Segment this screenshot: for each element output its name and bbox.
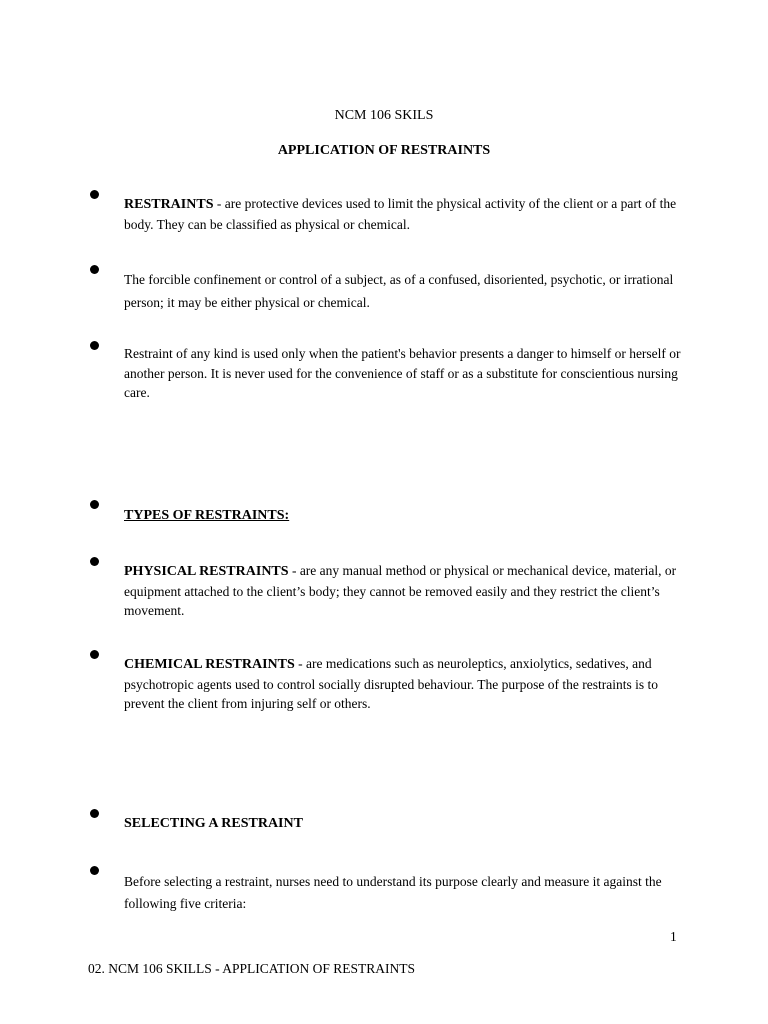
list-item-text: CHEMICAL RESTRAINTS - are medications such as neuroleptics, anxiolytics, sedatives, and psychotropic agents used to control socially disrupted behaviour. The purpose of the restraints is to prevent the client from injuring self or others. [124, 656, 659, 711]
document-title: APPLICATION OF RESTRAINTS [277, 143, 491, 158]
term-label: CHEMICAL RESTRAINTS [124, 657, 295, 672]
bullet-icon [90, 809, 99, 818]
list-item-text: Restraint of any kind is used only when the patient's behavior presents a danger to himself or herself or another person. It is never used for the convenience of staff or as a substitute for conscientious nursing care. [124, 346, 681, 400]
bullet-icon [90, 500, 99, 509]
course-code: NCM 106 SKILS [334, 108, 434, 123]
section-heading: SELECTING A RESTRAINT [124, 816, 303, 831]
bullet-icon [90, 190, 99, 199]
page-footer: 02. NCM 106 SKILLS - APPLICATION OF RESTRAINTS [88, 961, 416, 976]
list-item-text: PHYSICAL RESTRAINTS - are any manual method or physical or mechanical device, material, or equipment attached to the client’s body; they cannot be removed easily and they restrict the client’s movement. [124, 563, 677, 618]
list-item-text: RESTRAINTS - are protective devices used to limit the physical activity of the client or a part of the body. They can be classified as physical or chemical. [124, 196, 677, 232]
bullet-icon [90, 557, 99, 566]
bullet-icon [90, 265, 99, 274]
list-item-text: Before selecting a restraint, nurses need to understand its purpose clearly and measure it against the following five criteria: [124, 874, 662, 911]
list-item-text: The forcible confinement or control of a subject, as of a confused, disoriented, psychotic, or irrational person; it may be either physical or chemical. [124, 272, 674, 310]
bullet-icon [90, 866, 99, 875]
term-label: PHYSICAL RESTRAINTS [124, 564, 289, 579]
page-number: 1 [670, 929, 677, 944]
term-label: RESTRAINTS [124, 197, 214, 212]
bullet-icon [90, 341, 99, 350]
section-heading: TYPES OF RESTRAINTS: [124, 508, 290, 523]
bullet-icon [90, 650, 99, 659]
